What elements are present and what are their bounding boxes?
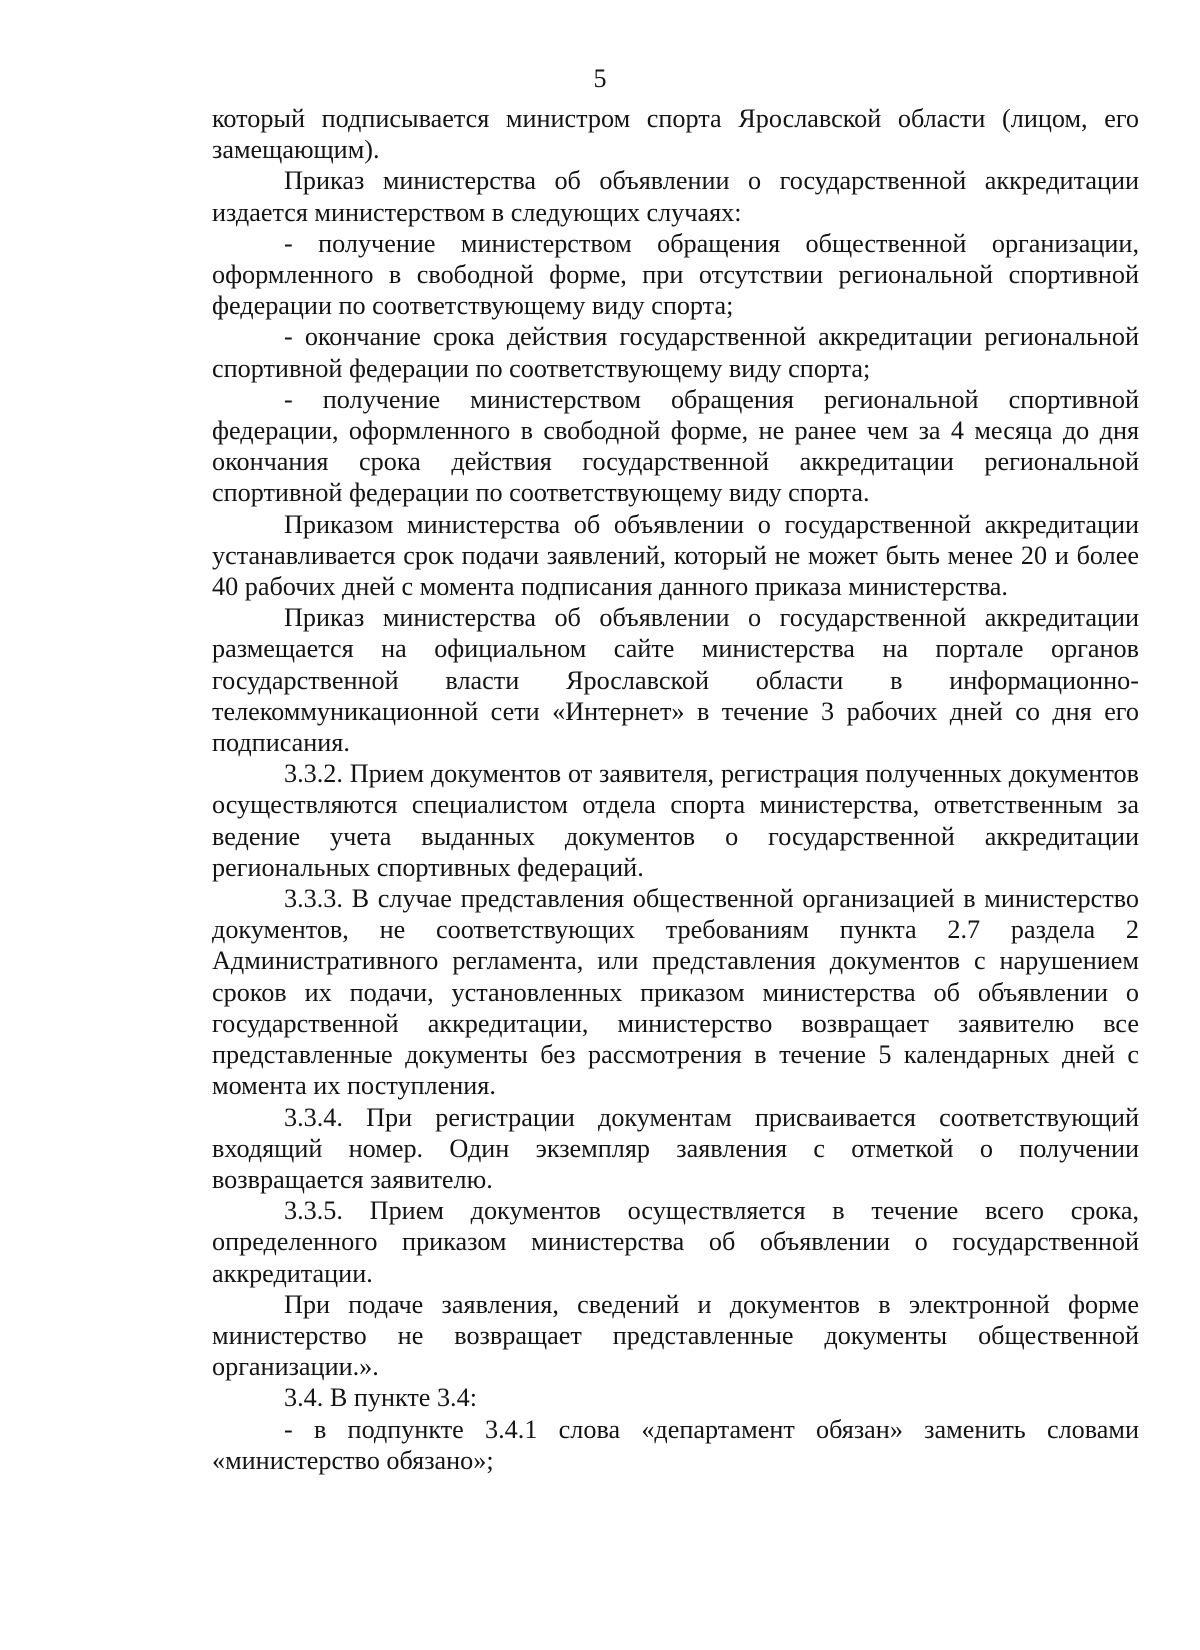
page-number: 5: [593, 64, 607, 93]
paragraph-electronic-submission: При подаче заявления, сведений и документов в электронной форме министерство не возвращает представленные документы общественной организации.».: [212, 1289, 1139, 1382]
clause-3-4: 3.4. В пункте 3.4:: [284, 1383, 477, 1413]
clause-3-3-5: 3.3.5. Прием документов осуществляется в течение всего срока, определенного приказом министерства об объявлении о государственной аккредитации.: [212, 1196, 1139, 1288]
list-item-appeal-public-organization: - получение министерством обращения общественной организации, оформленного в свободной форме, при отсутствии региональной спортивной федерации по соответствующему виду спорта;: [212, 228, 1139, 321]
paragraph-continuation: который подписывается министром спорта Ярославской области (лицом, его замещающим).: [212, 104, 1139, 165]
paragraph-order-publication: Приказ министерства об объявлении о государственной аккредитации размещается на официальном сайте министерства на портале органов государственной власти Ярославской области в информационно-телекоммуникационной сети «Интернет» в течение 3 рабочих дней со дня его подписания.: [212, 603, 1139, 758]
document-body: [212, 103, 1139, 1476]
list-item-appeal-regional-federation: - получение министерством обращения региональной спортивной федерации, оформленного в свободной форме, не ранее чем за 4 месяца до дня окончания срока действия государственной аккредитации региональной спортивной федерации по соответствующему виду спорта.: [212, 384, 1139, 508]
clause-3-3-2: 3.3.2. Прием документов от заявителя, регистрация полученных документов осуществляются специалистом отдела спорта министерства, ответственным за ведение учета выданных документов о государственной аккредитации региональных спортивных федераций.: [212, 759, 1139, 882]
list-item-accreditation-expiry: - окончание срока действия государственной аккредитации региональной спортивной федерации по соответствующему виду спорта;: [212, 322, 1139, 383]
paragraph-order-issuance: Приказ министерства об объявлении о государственной аккредитации издается министерством в следующих случаях:: [212, 166, 1139, 227]
paragraph-application-deadline: Приказом министерства об объявлении о государственной аккредитации устанавливается срок подачи заявлений, который не может быть менее 20 и более 40 рабочих дней с момента подписания данного приказа министерства.: [212, 509, 1139, 602]
list-item-subclause-3-4-1: - в подпункте 3.4.1 слова «департамент обязан» заменить словами «министерство обязано»;: [212, 1414, 1139, 1475]
clause-3-3-3: 3.3.3. В случае представления общественной организацией в министерство документов, не соответствующих требованиям пункта 2.7 раздела 2 Административного регламента, или представления документов с нарушением сроков их подачи, установленных приказом министерства об объявлении о государственной аккредитации, министерство возвращает заявителю все представленные документы без рассмотрения в течение 5 календарных дней с момента их поступления.: [212, 884, 1139, 1101]
clause-3-3-4: 3.3.4. При регистрации документам присваивается соответствующий входящий номер. Один экземпляр заявления с отметкой о получении возвращается заявителю.: [212, 1102, 1139, 1194]
